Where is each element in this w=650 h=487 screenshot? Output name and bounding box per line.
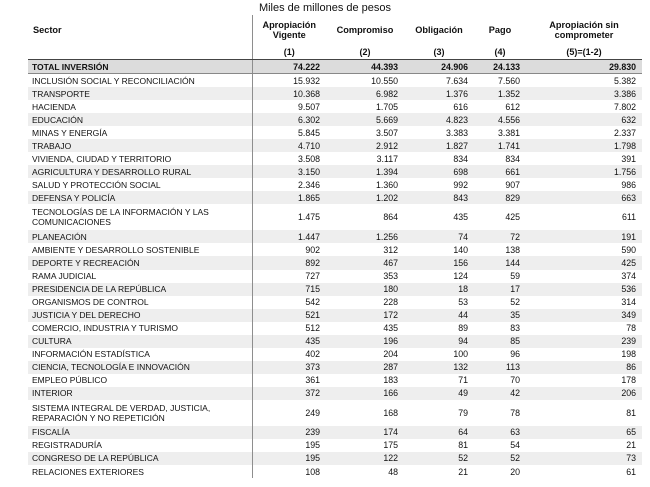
cell-value: 590 xyxy=(621,244,636,255)
col-number-4: (4) xyxy=(474,45,526,60)
table-row xyxy=(28,113,642,126)
table-row xyxy=(28,256,642,269)
cell-value: 206 xyxy=(526,387,642,400)
sector-name: INCLUSIÓN SOCIAL Y RECONCILIACIÓN xyxy=(32,75,195,86)
col-header-apropiacion: Apropiación Vigente xyxy=(252,15,326,45)
cell-value: 49 xyxy=(404,387,474,400)
table-row xyxy=(28,178,642,191)
cell-value: 512 xyxy=(252,322,326,335)
column-number-row xyxy=(28,45,642,60)
cell-value: 843 xyxy=(404,191,474,204)
cell-value: 10.368 xyxy=(252,87,326,100)
cell-value: 71 xyxy=(458,375,468,386)
cell-value: 425 xyxy=(526,256,642,269)
table-row xyxy=(28,465,642,478)
cell-value: 3.381 xyxy=(497,127,520,138)
cell-value: 2.912 xyxy=(326,139,404,152)
cell-value: 287 xyxy=(326,361,404,374)
cell-value: 1.256 xyxy=(326,230,404,243)
cell-value: 536 xyxy=(526,283,642,296)
cell-value: 166 xyxy=(326,387,404,400)
cell-value: 611 xyxy=(621,212,636,223)
sector-header: Sector xyxy=(33,25,62,35)
cell-value: 7.560 xyxy=(497,75,520,86)
cell-value: 3.383 xyxy=(445,127,468,138)
cell-value: 353 xyxy=(383,271,398,282)
cell-value: 61 xyxy=(626,466,636,477)
cell-value: 425 xyxy=(505,212,520,223)
cell-value: 864 xyxy=(383,212,398,223)
sector-name: SISTEMA INTEGRAL DE VERDAD, JUSTICIA, REPARACIÓN Y NO REPETICIÓN xyxy=(32,402,211,423)
cell-value: 6.982 xyxy=(326,87,404,100)
cell-value: 1.756 xyxy=(526,165,642,178)
cell-value: 391 xyxy=(621,153,636,164)
cell-value: 663 xyxy=(526,191,642,204)
sector-name: TOTAL INVERSIÓN xyxy=(28,60,252,74)
cell-value: 198 xyxy=(621,349,636,360)
col-header-compromiso: Compromiso xyxy=(336,25,394,35)
cell-value: 72 xyxy=(474,230,526,243)
cell-value: 81 xyxy=(458,440,468,451)
cell-value: 1.705 xyxy=(375,101,398,112)
cell-value: 54 xyxy=(510,440,520,451)
cell-value: 1.798 xyxy=(526,139,642,152)
cell-value: 4.823 xyxy=(404,113,474,126)
cell-value: 239 xyxy=(526,335,642,348)
table-row xyxy=(28,74,642,88)
sector-name: MINAS Y ENERGÍA xyxy=(32,127,108,138)
cell-value: 94 xyxy=(404,335,474,348)
cell-value: 9.507 xyxy=(252,100,326,113)
cell-value: 174 xyxy=(326,426,404,439)
sector-name: INTERIOR xyxy=(28,387,252,400)
cell-value: 4.556 xyxy=(474,113,526,126)
table-row xyxy=(28,322,642,335)
investment-table xyxy=(28,15,642,478)
cell-value: 21 xyxy=(458,466,468,477)
col-number-3: (3) xyxy=(404,45,474,60)
table-row xyxy=(28,348,642,361)
sector-name: PRESIDENCIA DE LA REPÚBLICA xyxy=(28,283,252,296)
sector-name: TECNOLOGÍAS DE LA INFORMACIÓN Y LAS COMUNICACIONES xyxy=(32,207,209,228)
cell-value: 195 xyxy=(252,439,326,452)
cell-value: 79 xyxy=(458,407,468,418)
table-row xyxy=(28,426,642,439)
cell-value: 361 xyxy=(252,374,326,387)
cell-value: 29.830 xyxy=(526,60,642,74)
cell-value: 24.906 xyxy=(404,60,474,74)
cell-value: 53 xyxy=(458,297,468,308)
table-row xyxy=(28,400,642,426)
table-row xyxy=(28,452,642,465)
cell-value: 168 xyxy=(383,407,398,418)
cell-value: 2.346 xyxy=(252,178,326,191)
table-row xyxy=(28,335,642,348)
cell-value: 172 xyxy=(326,309,404,322)
cell-value: 3.386 xyxy=(526,87,642,100)
cell-value: 89 xyxy=(458,323,468,334)
col-number-2: (2) xyxy=(326,45,404,60)
cell-value: 907 xyxy=(505,179,520,190)
cell-value: 74.222 xyxy=(252,60,326,74)
cell-value: 24.133 xyxy=(474,60,526,74)
cell-value: 65 xyxy=(526,426,642,439)
cell-value: 64 xyxy=(404,426,474,439)
cell-value: 78 xyxy=(510,407,520,418)
table-row xyxy=(28,374,642,387)
table-caption: Miles de millones de pesos xyxy=(258,2,392,14)
cell-value: 239 xyxy=(252,426,326,439)
cell-value: 1.202 xyxy=(326,191,404,204)
sector-name: DEPORTE Y RECREACIÓN xyxy=(28,256,252,269)
cell-value: 834 xyxy=(505,153,520,164)
cell-value: 1.741 xyxy=(474,139,526,152)
cell-value: 144 xyxy=(474,256,526,269)
cell-value: 20 xyxy=(510,466,520,477)
cell-value: 138 xyxy=(505,244,520,255)
cell-value: 374 xyxy=(621,271,636,282)
cell-value: 5.845 xyxy=(252,126,326,139)
sector-name: FISCALÍA xyxy=(28,426,252,439)
cell-value: 986 xyxy=(621,179,636,190)
cell-value: 715 xyxy=(252,283,326,296)
cell-value: 140 xyxy=(453,244,468,255)
cell-value: 521 xyxy=(252,309,326,322)
cell-value: 1.360 xyxy=(375,179,398,190)
cell-value: 86 xyxy=(526,361,642,374)
cell-value: 175 xyxy=(383,440,398,451)
cell-value: 228 xyxy=(383,297,398,308)
cell-value: 435 xyxy=(453,212,468,223)
cell-value: 829 xyxy=(474,191,526,204)
sector-name: VIVIENDA, CIUDAD Y TERRITORIO xyxy=(32,153,172,164)
cell-value: 83 xyxy=(510,323,520,334)
cell-value: 892 xyxy=(252,256,326,269)
cell-value: 63 xyxy=(474,426,526,439)
cell-value: 15.932 xyxy=(252,74,326,88)
sector-name: AMBIENTE Y DESARROLLO SOSTENIBLE xyxy=(32,244,200,255)
table-row xyxy=(28,191,642,204)
cell-value: 1.475 xyxy=(252,204,326,230)
cell-value: 5.382 xyxy=(613,75,636,86)
table-row xyxy=(28,283,642,296)
cell-value: 44.393 xyxy=(326,60,404,74)
cell-value: 48 xyxy=(388,466,398,477)
table-row xyxy=(28,309,642,322)
col-number-5: (5)=(1-2) xyxy=(526,45,642,60)
cell-value: 435 xyxy=(383,323,398,334)
cell-value: 21 xyxy=(626,440,636,451)
cell-value: 435 xyxy=(252,335,326,348)
cell-value: 312 xyxy=(383,244,398,255)
col-header-sin-comprometer: Apropiación sin comprometer xyxy=(549,20,619,40)
cell-value: 1.394 xyxy=(326,165,404,178)
sector-name: DEFENSA Y POLICÍA xyxy=(28,191,252,204)
cell-value: 1.447 xyxy=(252,230,326,243)
cell-value: 2.337 xyxy=(613,127,636,138)
cell-value: 74 xyxy=(404,230,474,243)
cell-value: 122 xyxy=(326,452,404,465)
cell-value: 100 xyxy=(453,349,468,360)
sector-name: INFORMACIÓN ESTADÍSTICA xyxy=(32,349,150,360)
cell-value: 124 xyxy=(453,271,468,282)
cell-value: 113 xyxy=(474,361,526,374)
cell-value: 52 xyxy=(404,452,474,465)
cell-value: 52 xyxy=(474,452,526,465)
sector-name: JUSTICIA Y DEL DERECHO xyxy=(28,309,252,322)
sector-name: HACIENDA xyxy=(32,101,76,112)
cell-value: 698 xyxy=(404,165,474,178)
cell-value: 249 xyxy=(252,400,326,426)
cell-value: 992 xyxy=(453,179,468,190)
cell-value: 52 xyxy=(510,297,520,308)
table-row xyxy=(28,270,642,283)
sector-name: ORGANISMOS DE CONTROL xyxy=(32,297,149,308)
table-row xyxy=(28,126,642,139)
cell-value: 3.150 xyxy=(252,165,326,178)
cell-value: 372 xyxy=(252,387,326,400)
cell-value: 542 xyxy=(252,296,326,309)
cell-value: 183 xyxy=(383,375,398,386)
cell-value: 132 xyxy=(404,361,474,374)
cell-value: 96 xyxy=(510,349,520,360)
cell-value: 180 xyxy=(326,283,404,296)
col-header-pago: Pago xyxy=(488,25,512,35)
cell-value: 373 xyxy=(252,361,326,374)
cell-value: 35 xyxy=(474,309,526,322)
header-row xyxy=(28,15,642,45)
sector-name: REGISTRADURÍA xyxy=(32,440,102,451)
cell-value: 6.302 xyxy=(252,113,326,126)
cell-value: 632 xyxy=(526,113,642,126)
cell-value: 156 xyxy=(404,256,474,269)
sector-name: EDUCACIÓN xyxy=(28,113,252,126)
cell-value: 85 xyxy=(474,335,526,348)
table-row xyxy=(28,243,642,256)
cell-value: 1.376 xyxy=(404,87,474,100)
sector-name: COMERCIO, INDUSTRIA Y TURISMO xyxy=(32,323,178,334)
sector-name: RAMA JUDICIAL xyxy=(32,271,97,282)
table-row xyxy=(28,87,642,100)
cell-value: 467 xyxy=(326,256,404,269)
sector-name: RELACIONES EXTERIORES xyxy=(32,466,144,477)
cell-value: 349 xyxy=(526,309,642,322)
cell-value: 834 xyxy=(453,153,468,164)
cell-value: 7.802 xyxy=(613,101,636,112)
sector-name: PLANEACIÓN xyxy=(28,230,252,243)
cell-value: 4.710 xyxy=(252,139,326,152)
cell-value: 612 xyxy=(505,101,520,112)
table-row xyxy=(28,165,642,178)
cell-value: 1.865 xyxy=(252,191,326,204)
cell-value: 78 xyxy=(626,323,636,334)
table-row xyxy=(28,361,642,374)
cell-value: 1.827 xyxy=(404,139,474,152)
table-row xyxy=(28,296,642,309)
cell-value: 5.669 xyxy=(326,113,404,126)
cell-value: 314 xyxy=(621,297,636,308)
cell-value: 195 xyxy=(252,452,326,465)
cell-value: 3.117 xyxy=(376,153,398,164)
cell-value: 191 xyxy=(526,230,642,243)
cell-value: 902 xyxy=(252,243,326,256)
cell-value: 402 xyxy=(252,348,326,361)
cell-value: 3.508 xyxy=(252,152,326,165)
cell-value: 204 xyxy=(383,349,398,360)
sector-name: EMPLEO PÚBLICO xyxy=(32,375,108,386)
cell-value: 10.550 xyxy=(371,75,398,86)
sector-name: CULTURA xyxy=(28,335,252,348)
table-body xyxy=(28,60,642,479)
cell-value: 178 xyxy=(621,375,636,386)
cell-value: 81 xyxy=(626,407,636,418)
cell-value: 3.507 xyxy=(375,127,398,138)
col-header-obligacion: Obligación xyxy=(415,25,463,35)
cell-value: 1.352 xyxy=(474,87,526,100)
cell-value: 108 xyxy=(252,465,326,478)
cell-value: 70 xyxy=(510,375,520,386)
table-row xyxy=(28,439,642,452)
table-row xyxy=(28,230,642,243)
sector-name: AGRICULTURA Y DESARROLLO RURAL xyxy=(28,165,252,178)
col-number-1: (1) xyxy=(252,45,326,60)
cell-value: 44 xyxy=(404,309,474,322)
sector-name: SALUD Y PROTECCIÓN SOCIAL xyxy=(32,179,161,190)
table-row xyxy=(28,387,642,400)
cell-value: 18 xyxy=(404,283,474,296)
cell-value: 59 xyxy=(510,271,520,282)
total-row xyxy=(28,60,642,74)
table-row xyxy=(28,152,642,165)
sector-name: TRABAJO xyxy=(28,139,252,152)
sector-name: CONGRESO DE LA REPÚBLICA xyxy=(28,452,252,465)
sector-name: CIENCIA, TECNOLOGÍA E INNOVACIÓN xyxy=(28,361,252,374)
cell-value: 42 xyxy=(474,387,526,400)
sector-name: TRANSPORTE xyxy=(28,87,252,100)
cell-value: 196 xyxy=(326,335,404,348)
cell-value: 17 xyxy=(474,283,526,296)
cell-value: 7.634 xyxy=(445,75,468,86)
cell-value: 727 xyxy=(252,270,326,283)
cell-value: 661 xyxy=(474,165,526,178)
table-row xyxy=(28,100,642,113)
cell-value: 616 xyxy=(453,101,468,112)
cell-value: 73 xyxy=(526,452,642,465)
table-row xyxy=(28,204,642,230)
table-row xyxy=(28,139,642,152)
